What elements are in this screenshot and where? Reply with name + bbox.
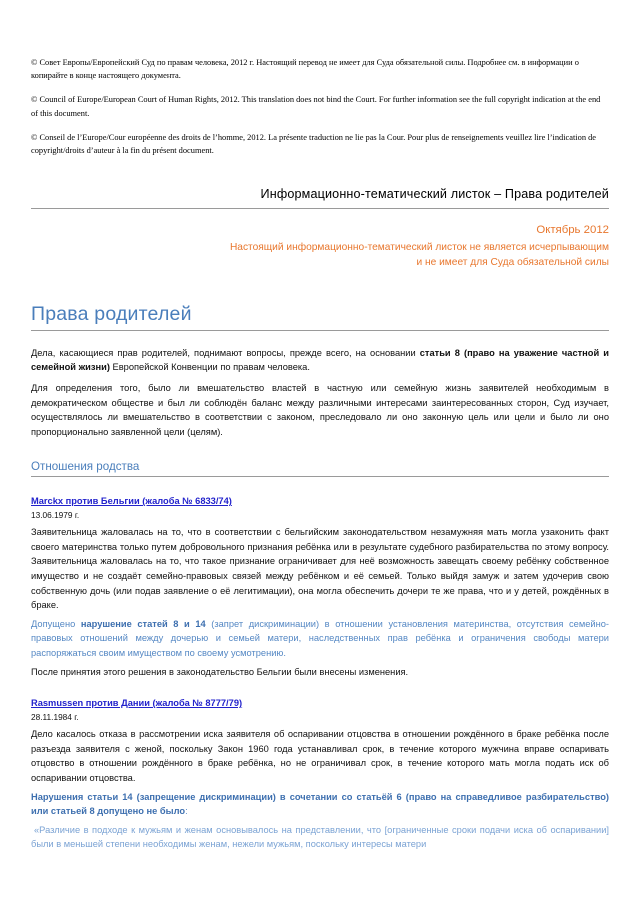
- case-quote-rasmussen: «Различие в подходе к мужьям и женам основывалось на представлении, что [ограниченные сроки подачи иска об оспаривании] были в меньшей степени необходимы женам, нежели мужьям, поскольку интересы матери: [31, 824, 609, 850]
- intro-p1-article-ref: статьи 8 (право на уважение частной и семейной жизни): [31, 347, 609, 373]
- intro-p1-part2: Европейской Конвенции по правам человека.: [109, 362, 310, 373]
- violation-articles: Нарушения статьи 14 (запрещение дискриминации) в сочетании со статьёй 6 (право на справедливое разбирательство) или статьей 8 допущено не было: [31, 791, 609, 817]
- disclaimer-line-1: Настоящий информационно-тематический листок не является исчерпывающим: [229, 241, 609, 253]
- intro-paragraph-2: Для определения того, было ли вмешательство властей в частную или семейную жизнь заявителей необходимым в демократическом обществе и был ли соблюдён баланс между различными интересами заинтересованных сторон, Суд изучает, осуществлялось ли вмешательство в соответствии с законом, преследовало ли оно законную цель или цели и было ли оно пропорционально заявленной цели (целям).: [31, 382, 609, 437]
- violation-suffix: :: [185, 806, 188, 817]
- page-title: Права родителей: [31, 303, 609, 331]
- case-body-marckx: [31, 525, 609, 679]
- copyright-french: © Conseil de l’Europe/Cour européenne des droits de l’homme, 2012. La présente traduction ne lie pas la Cour. Pour plus de renseignements veuillez lire l’indication de copyright/droits d’auteur à la fin du présent document.: [31, 132, 597, 156]
- case-entry: [31, 693, 609, 852]
- case-violation-marckx: [31, 617, 609, 661]
- copyright-russian: © Совет Европы/Европейский Суд по правам человека, 2012 г. Настоящий перевод не имеет для Суда обязательной силы. Подробнее см. в информации о копирайте в конце настоящего документа.: [31, 58, 579, 81]
- case-date-rasmussen: 28.11.1984 г.: [31, 712, 79, 723]
- publication-date: Октябрь 2012: [536, 224, 609, 237]
- case-link-marckx[interactable]: Marckx против Бельгии (жалоба № 6833/74): [31, 496, 232, 507]
- disclaimer-line-2: и не имеет для Суда обязательной силы: [416, 257, 609, 269]
- case-paragraph: Дело касалось отказа в рассмотрении иска заявителя об оспаривании отцовства в отношении рождённого в браке ребёнка после разъезда заявителя с женой, поскольку Закон 1960 года устанавливал срок, в течение которого мужчина вправе оспаривать отцовство в отношении рождённого в браке ребёнка, но не ограничивал срок, в течение которого мать могла подать иск об оспаривании отцовства.: [31, 729, 609, 783]
- case-entry: [31, 491, 609, 679]
- section-title-relations: Отношения родства: [31, 460, 609, 477]
- disclaimer-block: [31, 223, 609, 271]
- violation-prefix: Допущено: [31, 618, 81, 629]
- intro-paragraph-1: [31, 346, 609, 375]
- document-title-bar: [31, 187, 609, 209]
- copyright-block: [31, 56, 609, 157]
- copyright-english: © Council of Europe/European Court of Human Rights, 2012. This translation does not bind the Court. For further information see the full copyright indication at the end of this document.: [31, 95, 601, 118]
- case-body-rasmussen: [31, 727, 609, 852]
- case-violation-rasmussen: [31, 790, 609, 819]
- violation-suffix: (запрет дискриминации) в отношении установления материнства, отсутствия семейно-правовых отношений между дочерью и семьей матери, наследственных прав ребёнка и ограничения свободы матери распоряжаться своим имуществом по своему усмотрению.: [31, 618, 610, 659]
- intro-p1-part1: Дела, касающиеся прав родителей, поднимают вопросы, прежде всего, на основании: [31, 347, 420, 358]
- case-date-marckx: 13.06.1979 г.: [31, 510, 80, 521]
- document-title: Информационно-тематический листок – Права родителей: [260, 187, 609, 202]
- violation-articles: нарушение статей 8 и 14: [80, 618, 206, 629]
- case-link-rasmussen[interactable]: Rasmussen против Дании (жалоба № 8777/79): [31, 698, 243, 709]
- intro-text: [31, 346, 609, 440]
- case-paragraph: Заявительница жаловалась на то, что в соответствии с бельгийским законодательством незамужняя мать могла узаконить факт своего материнства только путем добровольного признания ребёнка или в результате судебного разбирательства по этому вопросу. Заявительница жаловалась на то, что такое признание ограничивает для неё возможность завещать своему ребёнку собственное имущество и не создаёт семейно-правовых связей между ребёнком и её семьей. Только выйдя замуж и затем удочерив свою собственную дочь (или подав заявление о её легитимации), она могла обеспечить дочери те же права, что и у детей, рождённых в браке.: [31, 527, 609, 611]
- case-aftermath-marckx: После принятия этого решения в законодательство Бельгии были внесены изменения.: [31, 666, 409, 677]
